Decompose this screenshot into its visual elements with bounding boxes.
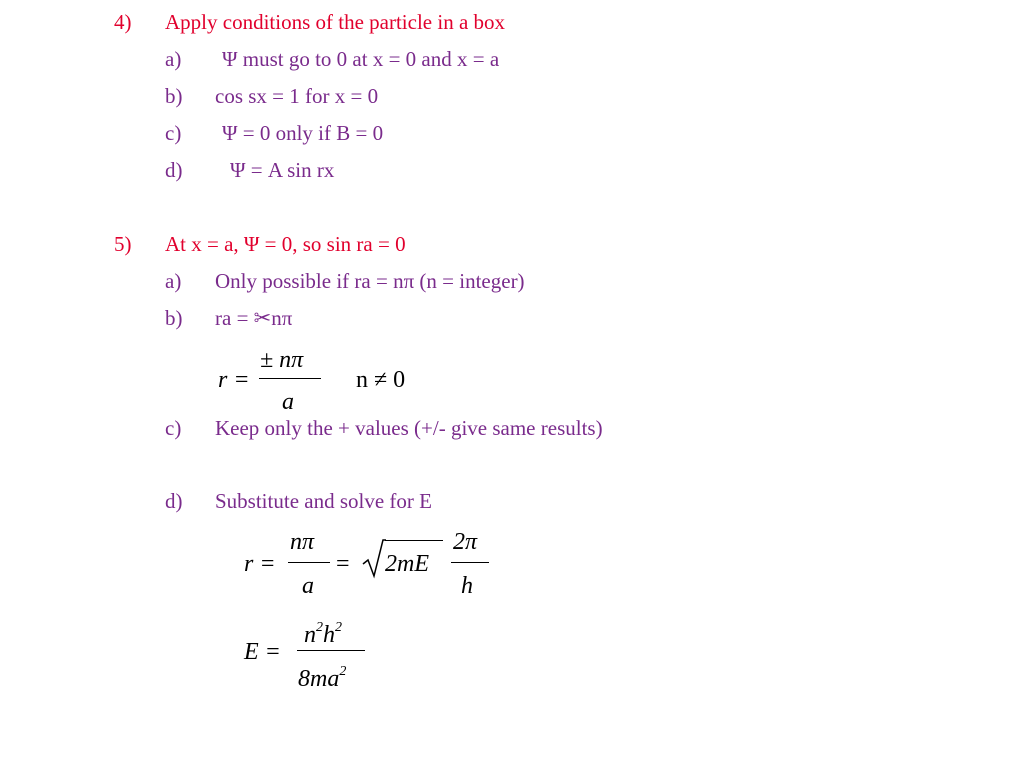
fraction-bar: [451, 562, 489, 563]
item-text: Ψ = A sin rx: [230, 158, 335, 182]
item-text: cos sx = 1 for x = 0: [215, 84, 379, 108]
fraction-bar: [297, 650, 365, 651]
item-text: Keep only the + values (+/- give same results): [215, 416, 603, 440]
item-text: Ψ must go to 0 at x = 0 and x = a: [222, 47, 500, 71]
eq-numerator: nπ: [290, 529, 315, 555]
fraction-bar: [288, 562, 330, 563]
item-text: Only possible if ra = nπ (n = integer): [215, 269, 525, 293]
eq-lhs: r =: [244, 551, 276, 577]
eq-numerator: 2π: [453, 529, 478, 555]
eq-denominator: $8ma^2$: [298, 664, 347, 692]
eq-denominator: a: [302, 573, 314, 599]
item-text: ra = ✂nπ: [215, 306, 293, 330]
eq-denominator: h: [461, 573, 473, 599]
item-number: 4): [114, 10, 132, 34]
item-letter: b): [165, 306, 183, 330]
item-letter: c): [165, 121, 182, 145]
eq-condition: n ≠ 0: [356, 367, 406, 393]
radical-bar: [385, 540, 443, 541]
eq-denominator: a: [282, 389, 294, 415]
eq-root: 2mE: [385, 551, 429, 577]
square-root-icon: [362, 538, 386, 580]
eq-numerator: ± nπ: [260, 347, 304, 373]
item-letter: d): [165, 489, 183, 513]
item-text: Substitute and solve for E: [215, 489, 432, 513]
item-text: Apply conditions of the particle in a box: [165, 10, 506, 34]
eq-numerator: $n^2h^2$: [304, 620, 342, 648]
fraction-bar: [259, 378, 321, 379]
item-number: 5): [114, 232, 132, 256]
eq-lhs: E =: [244, 639, 281, 665]
item-letter: a): [165, 269, 182, 293]
item-letter: b): [165, 84, 183, 108]
eq-lhs: r =: [218, 367, 250, 393]
item-text: At x = a, Ψ = 0, so sin ra = 0: [165, 232, 406, 256]
item-letter: a): [165, 47, 182, 71]
item-text: Ψ = 0 only if B = 0: [222, 121, 384, 145]
eq-equals: =: [336, 551, 350, 577]
item-letter: c): [165, 416, 182, 440]
item-letter: d): [165, 158, 183, 182]
